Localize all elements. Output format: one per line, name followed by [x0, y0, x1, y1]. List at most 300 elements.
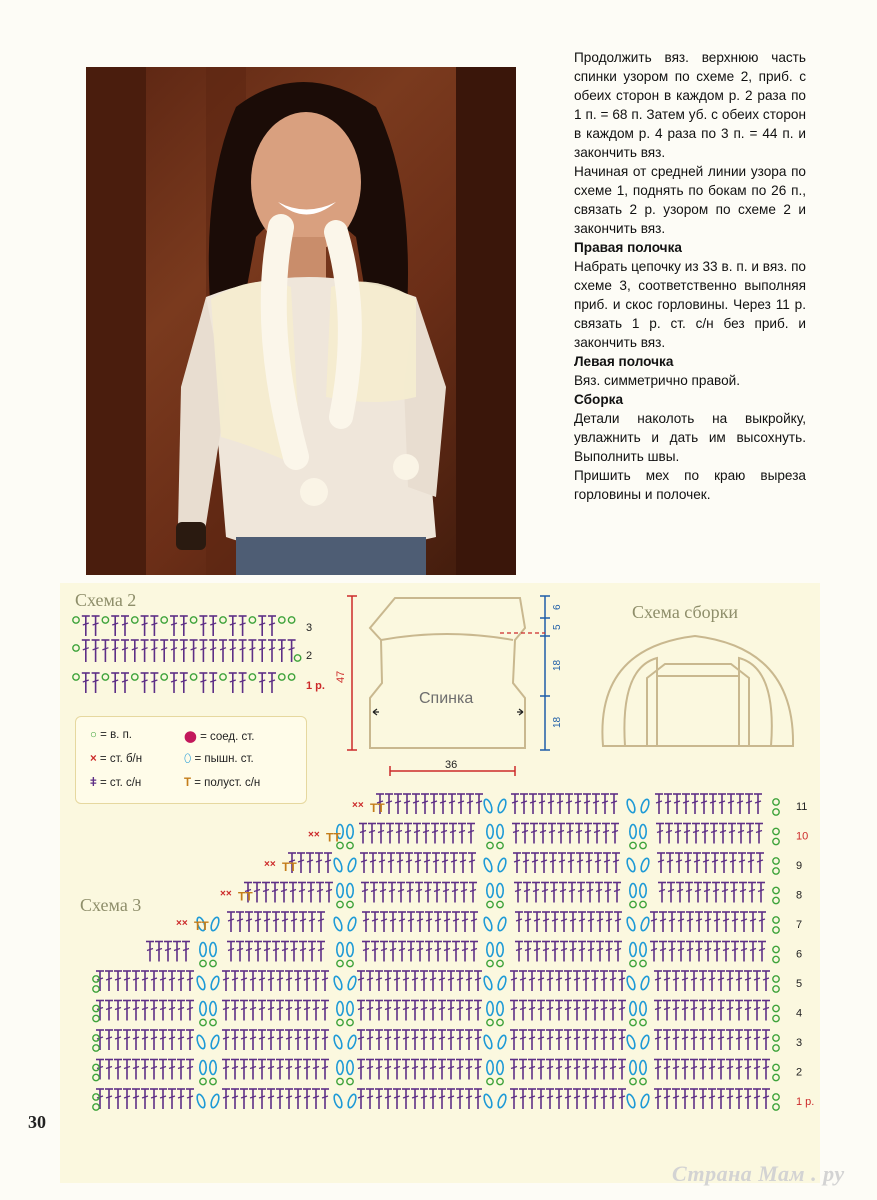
double-crochet-icon: [699, 1060, 707, 1080]
double-crochet-icon: [654, 1030, 662, 1050]
double-crochet-icon: [393, 1060, 401, 1080]
double-crochet-icon: [442, 883, 450, 903]
chain-stitch-icon: [773, 1104, 779, 1110]
puff-stitch-icon: [497, 798, 508, 813]
double-crochet-icon: [601, 794, 609, 814]
double-crochet-icon: [258, 640, 266, 662]
double-crochet-icon: [150, 971, 158, 991]
row-label: 6: [796, 948, 803, 961]
model-photo: [86, 67, 516, 575]
double-crochet-icon: [303, 1089, 311, 1109]
double-crochet-icon: [393, 971, 401, 991]
chain-stitch-icon: [487, 1078, 493, 1084]
puff-stitch-icon: [333, 1034, 344, 1049]
double-crochet-icon: [546, 1089, 554, 1109]
double-crochet-icon: [131, 640, 139, 662]
double-crochet-icon: [654, 1060, 662, 1080]
double-crochet-icon: [150, 616, 158, 636]
double-crochet-icon: [681, 1089, 689, 1109]
double-crochet-icon: [245, 942, 253, 962]
double-crochet-icon: [559, 883, 567, 903]
double-crochet-icon: [267, 1030, 275, 1050]
double-crochet-icon: [726, 1060, 734, 1080]
double-crochet-icon: [420, 1001, 428, 1021]
double-crochet-icon: [236, 912, 244, 932]
double-crochet-icon: [537, 1089, 545, 1109]
chain-stitch-icon: [773, 1015, 779, 1021]
double-crochet-icon: [366, 1001, 374, 1021]
double-crochet-icon: [424, 883, 432, 903]
double-crochet-icon: [303, 1001, 311, 1021]
puff-stitch-icon: [483, 857, 494, 872]
double-crochet-icon: [316, 883, 324, 903]
double-crochet-icon: [474, 971, 482, 991]
double-crochet-icon: [240, 1089, 248, 1109]
chain-stitch-icon: [102, 674, 108, 680]
puff-stitch-icon: [497, 916, 508, 931]
double-crochet-icon: [591, 971, 599, 991]
double-crochet-icon: [591, 1089, 599, 1109]
double-crochet-icon: [159, 1001, 167, 1021]
double-crochet-icon: [753, 1089, 761, 1109]
double-crochet-icon: [740, 912, 748, 932]
double-crochet-icon: [582, 971, 590, 991]
double-crochet-icon: [555, 971, 563, 991]
double-crochet-icon: [512, 824, 520, 844]
double-crochet-icon: [222, 1060, 230, 1080]
double-crochet-icon: [236, 942, 244, 962]
double-crochet-icon: [735, 1089, 743, 1109]
double-crochet-icon: [357, 1060, 365, 1080]
double-crochet-icon: [240, 1001, 248, 1021]
double-crochet-icon: [199, 673, 207, 693]
double-crochet-icon: [258, 971, 266, 991]
double-crochet-icon: [699, 1030, 707, 1050]
double-crochet-icon: [180, 616, 188, 636]
double-crochet-icon: [736, 794, 744, 814]
double-crochet-icon: [420, 1060, 428, 1080]
double-crochet-icon: [263, 942, 271, 962]
double-crochet-icon: [258, 616, 266, 636]
double-crochet-icon: [168, 1001, 176, 1021]
double-crochet-icon: [281, 912, 289, 932]
double-crochet-icon: [388, 883, 396, 903]
puff-stitch-icon: [347, 916, 358, 931]
double-crochet-icon: [276, 971, 284, 991]
double-crochet-icon: [542, 912, 550, 932]
double-crochet-icon: [276, 1089, 284, 1109]
assembly-diagram: [595, 628, 800, 750]
double-crochet-icon: [522, 853, 530, 873]
double-crochet-icon: [737, 824, 745, 844]
double-crochet-icon: [366, 1089, 374, 1109]
double-crochet-icon: [402, 1030, 410, 1050]
double-crochet-icon: [672, 1030, 680, 1050]
double-crochet-icon: [123, 1030, 131, 1050]
chain-stitch-icon: [773, 809, 779, 815]
double-crochet-icon: [573, 1001, 581, 1021]
double-crochet-icon: [461, 912, 469, 932]
double-crochet-icon: [170, 640, 178, 662]
double-crochet-icon: [384, 1089, 392, 1109]
chain-stitch-icon: [487, 960, 493, 966]
double-crochet-icon: [609, 1089, 617, 1109]
double-crochet-icon: [573, 1030, 581, 1050]
double-crochet-icon: [150, 1030, 158, 1050]
double-crochet-icon: [519, 971, 527, 991]
double-crochet-icon: [447, 1089, 455, 1109]
double-crochet-icon: [692, 824, 700, 844]
double-crochet-icon: [432, 853, 440, 873]
legend-item: [184, 729, 254, 743]
double-crochet-icon: [378, 853, 386, 873]
chain-stitch-icon: [640, 1019, 646, 1025]
assembly-title: Схема сборки: [632, 602, 739, 622]
double-crochet-icon: [105, 1060, 113, 1080]
double-crochet-icon: [731, 912, 739, 932]
double-crochet-icon: [650, 942, 658, 962]
single-crochet-icon: ××: [176, 918, 188, 929]
puff-stitch-icon: [196, 1034, 207, 1049]
double-crochet-icon: [101, 640, 109, 662]
row-label: 11: [796, 801, 808, 813]
double-crochet-icon: [699, 1001, 707, 1021]
double-crochet-icon: [431, 824, 439, 844]
double-crochet-icon: [186, 971, 194, 991]
row-label: 9: [796, 860, 803, 872]
double-crochet-icon: [199, 616, 207, 636]
double-crochet-icon: [159, 1030, 167, 1050]
double-crochet-icon: [555, 1060, 563, 1080]
double-crochet-icon: [170, 616, 178, 636]
double-crochet-icon: [285, 1060, 293, 1080]
double-crochet-icon: [596, 942, 604, 962]
double-crochet-icon: [682, 794, 690, 814]
double-crochet-icon: [475, 794, 483, 814]
double-crochet-icon: [450, 853, 458, 873]
double-crochet-icon: [362, 942, 370, 962]
double-crochet-icon: [470, 942, 478, 962]
double-crochet-icon: [539, 824, 547, 844]
double-crochet-icon: [664, 794, 672, 814]
double-crochet-icon: [510, 1001, 518, 1021]
double-crochet-icon: [693, 853, 701, 873]
puff-stitch-icon: [640, 825, 646, 839]
double-crochet-icon: [449, 824, 457, 844]
double-crochet-icon: [532, 883, 540, 903]
puff-stitch-icon: [210, 1061, 216, 1075]
double-crochet-icon: [541, 883, 549, 903]
double-crochet-icon: [753, 1060, 761, 1080]
double-crochet-icon: [686, 912, 694, 932]
chain-stitch-icon: [210, 1019, 216, 1025]
chain-stitch-icon: [347, 1078, 353, 1084]
double-crochet-icon: [177, 1089, 185, 1109]
double-crochet-icon: [586, 883, 594, 903]
double-crochet-icon: [249, 1001, 257, 1021]
chain-stitch-icon: [337, 901, 343, 907]
chain-stitch-icon: [220, 674, 226, 680]
double-crochet-icon: [219, 640, 227, 662]
double-crochet-icon: [294, 971, 302, 991]
double-crochet-icon: [537, 971, 545, 991]
double-crochet-icon: [366, 1060, 374, 1080]
double-crochet-icon: [611, 824, 619, 844]
chain-stitch-icon: [497, 1019, 503, 1025]
puff-stitch-icon: [487, 943, 493, 957]
double-crochet-icon: [227, 942, 235, 962]
double-crochet-icon: [519, 1060, 527, 1080]
chain-stitch-icon: [773, 868, 779, 874]
double-crochet-icon: [699, 971, 707, 991]
chain-stitch-icon: [630, 1019, 636, 1025]
double-crochet-icon: [249, 1089, 257, 1109]
double-crochet-icon: [105, 1001, 113, 1021]
double-crochet-icon: [96, 1060, 104, 1080]
puff-stitch-icon: [210, 1002, 216, 1016]
double-crochet-icon: [231, 1060, 239, 1080]
chain-stitch-icon: [773, 986, 779, 992]
double-crochet-icon: [656, 824, 664, 844]
double-crochet-icon: [173, 942, 181, 962]
double-crochet-icon: [258, 1089, 266, 1109]
puff-stitch-icon: [497, 1061, 503, 1075]
double-crochet-icon: [443, 912, 451, 932]
puff-stitch-icon: [626, 1034, 637, 1049]
double-crochet-icon: [614, 912, 622, 932]
single-crochet-icon: ×: [90, 753, 97, 765]
double-crochet-icon: [465, 1089, 473, 1109]
puff-stitch-icon: [626, 798, 637, 813]
double-crochet-icon: [253, 883, 261, 903]
double-crochet-icon: [730, 883, 738, 903]
puff-stitch-icon: [210, 1034, 221, 1049]
paragraph: Вяз. симметрично правой.: [574, 373, 741, 388]
double-crochet-icon: [146, 942, 154, 962]
schema3-title: Схема 3: [80, 895, 142, 915]
puff-stitch-icon: [640, 798, 651, 813]
double-crochet-icon: [744, 1030, 752, 1050]
double-crochet-icon: [755, 824, 763, 844]
double-crochet-icon: [460, 883, 468, 903]
chain-stitch-icon: [337, 1019, 343, 1025]
chain-stitch-icon: [249, 617, 255, 623]
double-crochet-icon: [271, 883, 279, 903]
puff-stitch-icon: [347, 1034, 358, 1049]
double-crochet-icon: [177, 971, 185, 991]
chain-stitch-icon: [132, 674, 138, 680]
legend-label: = пышн. ст.: [194, 753, 254, 765]
double-crochet-icon: [420, 971, 428, 991]
puff-stitch-icon: [337, 1061, 343, 1075]
row-label: 2: [796, 1066, 803, 1079]
double-crochet-icon: [531, 853, 539, 873]
double-crochet-icon: [456, 1060, 464, 1080]
double-crochet-icon: [618, 1030, 626, 1050]
puff-stitch-icon: [483, 1034, 494, 1049]
chain-stitch-icon: [200, 960, 206, 966]
chain-stitch-icon: [73, 617, 79, 623]
puff-stitch-icon: [626, 975, 637, 990]
half-double-crochet-icon: TT: [282, 860, 297, 874]
double-crochet-icon: [404, 824, 412, 844]
double-crochet-icon: [537, 1060, 545, 1080]
double-crochet-icon: [456, 1030, 464, 1050]
chain-stitch-icon: [347, 842, 353, 848]
double-crochet-icon: [758, 912, 766, 932]
double-crochet-icon: [159, 971, 167, 991]
double-crochet-icon: [231, 971, 239, 991]
double-crochet-icon: [744, 1001, 752, 1021]
double-crochet-icon: [294, 1060, 302, 1080]
chain-stitch-icon: [630, 901, 636, 907]
puff-stitch-icon: [497, 857, 508, 872]
double-crochet-icon: [92, 616, 100, 636]
double-crochet-icon: [600, 1001, 608, 1021]
double-crochet-icon: [474, 1060, 482, 1080]
double-crochet-icon: [694, 883, 702, 903]
double-crochet-icon: [672, 1001, 680, 1021]
double-crochet-icon: [675, 853, 683, 873]
double-crochet-icon: [429, 1089, 437, 1109]
double-crochet-icon: [695, 912, 703, 932]
double-crochet-icon: [567, 853, 575, 873]
puff-stitch-icon: [347, 884, 353, 898]
puff-stitch-icon: [497, 1002, 503, 1016]
double-crochet-icon: [298, 883, 306, 903]
double-crochet-icon: [538, 794, 546, 814]
double-crochet-icon: [268, 616, 276, 636]
double-crochet-icon: [82, 673, 90, 693]
double-crochet-icon: [299, 942, 307, 962]
chain-stitch-icon: [497, 901, 503, 907]
double-crochet-icon: [515, 912, 523, 932]
svg-text:1 р.: 1 р.: [306, 680, 325, 692]
double-crochet-icon: [529, 794, 537, 814]
half-double-crochet-icon: TT: [326, 830, 341, 845]
double-crochet-icon: [92, 673, 100, 693]
chain-stitch-icon: [487, 901, 493, 907]
double-crochet-icon: [702, 853, 710, 873]
double-crochet-icon: [357, 971, 365, 991]
puff-stitch-icon: [196, 975, 207, 990]
double-crochet-icon: [704, 942, 712, 962]
paragraph: Продолжить вяз. верхнюю часть спинки узором по схеме 2, приб. с обеих сторон в каждом р. 2 раза по 1 п. = 68 п. Затем уб. с обеих сторон в каждом р. 4 раза по 3 п. = 44 п. и закончить вяз.: [574, 50, 806, 160]
double-crochet-icon: [239, 640, 247, 662]
double-crochet-icon: [762, 1060, 770, 1080]
double-crochet-icon: [528, 1060, 536, 1080]
double-crochet-icon: [361, 883, 369, 903]
double-crochet-icon: [308, 942, 316, 962]
double-crochet-icon: [708, 1060, 716, 1080]
puff-stitch-icon: [497, 975, 508, 990]
double-crochet-icon: [582, 1001, 590, 1021]
double-crochet-icon: [267, 1089, 275, 1109]
double-crochet-icon: [393, 1001, 401, 1021]
double-crochet-icon: [600, 1030, 608, 1050]
double-crochet-icon: [389, 912, 397, 932]
svg-text:3: 3: [306, 622, 313, 634]
double-crochet-icon: [703, 883, 711, 903]
double-crochet-icon: [575, 824, 583, 844]
double-crochet-icon: [324, 853, 332, 873]
double-crochet-icon: [612, 853, 620, 873]
double-crochet-icon: [369, 853, 377, 873]
double-crochet-icon: [690, 1089, 698, 1109]
double-crochet-icon: [164, 942, 172, 962]
double-crochet-icon: [657, 853, 665, 873]
double-crochet-icon: [268, 640, 276, 662]
double-crochet-icon: [440, 824, 448, 844]
double-crochet-icon: [585, 853, 593, 873]
double-crochet-icon: [294, 1089, 302, 1109]
double-crochet-icon: [141, 971, 149, 991]
double-crochet-icon: [285, 971, 293, 991]
double-crochet-icon: [602, 824, 610, 844]
double-crochet-icon: [141, 1089, 149, 1109]
double-crochet-icon: [168, 1060, 176, 1080]
chain-stitch-icon: [249, 674, 255, 680]
double-crochet-icon: [456, 971, 464, 991]
double-crochet-icon: [105, 1089, 113, 1109]
double-crochet-icon: [267, 1060, 275, 1080]
chain-stitch-icon: [190, 617, 196, 623]
double-crochet-icon: [510, 1060, 518, 1080]
double-crochet-icon: [276, 1030, 284, 1050]
double-crochet-icon: [474, 1089, 482, 1109]
double-crochet-icon: [459, 853, 467, 873]
double-crochet-icon: [96, 971, 104, 991]
double-crochet-icon: [180, 640, 188, 662]
double-crochet-icon: [515, 942, 523, 962]
double-crochet-icon: [735, 971, 743, 991]
puff-stitch-icon: [640, 884, 646, 898]
double-crochet-icon: [438, 1089, 446, 1109]
double-crochet-icon: [398, 942, 406, 962]
chain-stitch-icon: [773, 956, 779, 962]
double-crochet-icon: [510, 1030, 518, 1050]
double-crochet-icon: [285, 1030, 293, 1050]
double-crochet-icon: [610, 794, 618, 814]
double-crochet-icon: [421, 794, 429, 814]
double-crochet-icon: [674, 824, 682, 844]
svg-text:Спинка: Спинка: [419, 690, 474, 707]
legend-label: = полуст. с/н: [194, 777, 261, 789]
double-crochet-icon: [380, 912, 388, 932]
chain-stitch-icon: [773, 1094, 779, 1100]
double-crochet-icon: [132, 1001, 140, 1021]
chain-stitch-icon: [773, 1005, 779, 1011]
double-crochet-icon: [659, 912, 667, 932]
double-crochet-icon: [762, 1001, 770, 1021]
double-crochet-icon: [114, 1030, 122, 1050]
half-double-crochet-icon: TT: [238, 889, 253, 904]
double-crochet-icon: [209, 616, 217, 636]
row-label: 1 р.: [796, 1096, 815, 1108]
double-crochet-icon: [229, 616, 237, 636]
double-crochet-icon: [268, 673, 276, 693]
chain-stitch-icon: [93, 1045, 99, 1051]
chain-stitch-icon: [288, 674, 294, 680]
double-crochet-icon: [667, 883, 675, 903]
svg-text:5: 5: [552, 624, 563, 630]
double-crochet-icon: [530, 824, 538, 844]
double-crochet-icon: [528, 1001, 536, 1021]
puff-stitch-icon: [200, 943, 206, 957]
chain-stitch-icon: [73, 674, 79, 680]
double-crochet-icon: [708, 971, 716, 991]
chain-stitch-icon: [200, 1019, 206, 1025]
